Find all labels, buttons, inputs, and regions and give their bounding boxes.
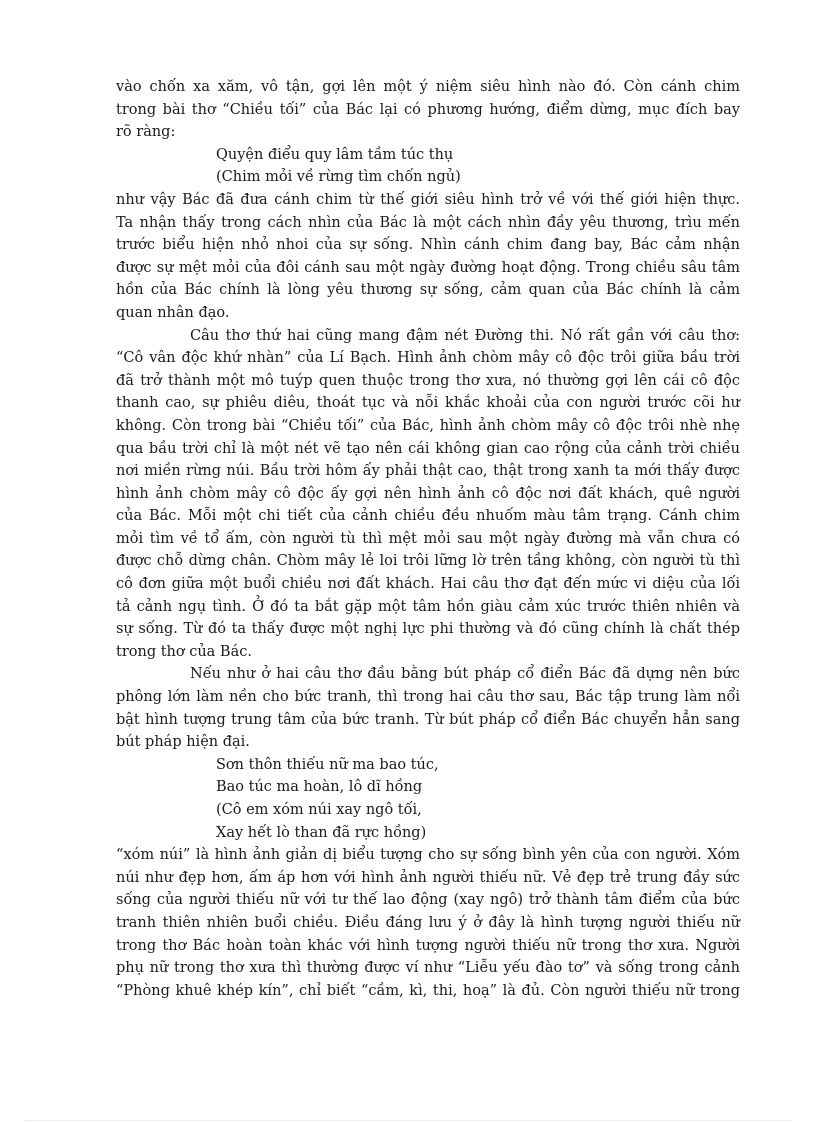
text-line: được chỗ dừng chân. Chòm mây lẻ loi trôi lững lờ trên tầng không, còn người tù thì bbox=[116, 553, 740, 570]
text-line: vào chốn xa xăm, vô tận, gợi lên một ý niệm siêu hình nào đó. Còn cánh chim bbox=[116, 79, 740, 95]
text-line: trong thơ Bác hoàn toàn khác với hình tượng người thiếu nữ trong thơ xưa. Người bbox=[116, 937, 740, 954]
text-line: cô đơn giữa một buổi chiều nơi đất khách. Hai câu thơ đạt đến mức vi diệu của lối bbox=[116, 576, 740, 593]
text-line: nơi miền rừng núi. Bầu trời hôm ấy phải thật cao, thật trong xanh ta mới thấy được bbox=[116, 463, 740, 480]
text-line: sự sống. Từ đó ta thấy được một nghị lực phi thường và đó cũng chính là chất thép bbox=[116, 621, 740, 638]
text-line: hồn của Bác chính là lòng yêu thương sự sống, cảm quan của Bác chính là cảm bbox=[116, 282, 740, 299]
paragraph bbox=[116, 663, 740, 753]
text-line: Nếu như ở hai câu thơ đầu bằng bút pháp cổ điển Bác đã dựng nên bức bbox=[190, 666, 740, 683]
text-line: thanh cao, sự phiêu diêu, thoát tục và nỗi khắc khoải của con người trước cõi hư bbox=[116, 395, 740, 412]
text-line: “xóm núi” là hình ảnh giản dị biểu tượng cho sự sống bình yên của con người. Xóm bbox=[116, 847, 740, 864]
paragraph bbox=[116, 76, 740, 144]
text-line: “Cô vân độc khứ nhàn” của Lí Bạch. Hình ảnh chòm mây cô độc trôi giữa bầu trời bbox=[116, 350, 740, 367]
poem-line: Xay hết lò than đã rực hồng) bbox=[216, 824, 427, 841]
text-line: phông lớn làm nền cho bức tranh, thì trong hai câu thơ sau, Bác tập trung làm nổi bbox=[116, 689, 740, 706]
document-page bbox=[116, 76, 740, 1002]
text-line: bật hình tượng trung tâm của bức tranh. Từ bút pháp cổ điển Bác chuyển hẳn sang bbox=[116, 711, 740, 728]
text-line: mỏi tìm về tổ ấm, còn người tù thì mệt mỏi sau một ngày đường mà vẫn chưa có bbox=[116, 530, 740, 547]
poem-line: (Cô em xóm núi xay ngô tối, bbox=[216, 802, 422, 818]
poem-line: Quyện điểu quy lâm tầm túc thụ bbox=[216, 146, 454, 163]
text-line: trong bài thơ “Chiều tối” của Bác lại có phương hướng, điểm dừng, mục đích bay bbox=[116, 101, 740, 118]
text-line: qua bầu trời chỉ là một nét vẽ tạo nên cái không gian cao rộng của cảnh trời chiều bbox=[116, 440, 740, 457]
text-line: như vậy Bác đã đưa cánh chim từ thế giới siêu hình trở về với thế giới hiện thực. bbox=[116, 191, 740, 208]
poem-stanza bbox=[116, 144, 740, 189]
poem-line: Sơn thôn thiếu nữ ma bao túc, bbox=[216, 756, 439, 773]
text-line: trong thơ của Bác. bbox=[116, 643, 252, 660]
text-line: núi như đẹp hơn, ấm áp hơn với hình ảnh người thiếu nữ. Vẻ đẹp trẻ trung đầy sức bbox=[116, 869, 740, 886]
text-line: Ta nhận thấy trong cách nhìn của Bác là một cách nhìn đầy yêu thương, trìu mến bbox=[116, 214, 740, 231]
poem-stanza bbox=[116, 754, 740, 844]
page-bottom-divider bbox=[24, 1120, 792, 1121]
paragraph bbox=[116, 189, 740, 325]
poem-line: (Chim mỏi về rừng tìm chốn ngủ) bbox=[216, 169, 461, 186]
text-line: “Phòng khuê khép kín”, chỉ biết “cầm, kì, thi, hoạ” là đủ. Còn người thiếu nữ trong bbox=[116, 982, 740, 999]
text-line: Câu thơ thứ hai cũng mang đậm nét Đường thi. Nó rất gần với câu thơ: bbox=[190, 327, 740, 344]
text-line: trước biểu hiện nhỏ nhoi của sự sống. Nhìn cánh chim đang bay, Bác cảm nhận bbox=[116, 237, 740, 254]
text-line: bút pháp hiện đại. bbox=[116, 734, 250, 751]
text-line: quan nhân đạo. bbox=[116, 304, 230, 321]
paragraph bbox=[116, 325, 740, 664]
paragraph bbox=[116, 844, 740, 1002]
text-line: rõ ràng: bbox=[116, 124, 176, 141]
text-line: được sự mệt mỏi của đôi cánh sau một ngày đường hoạt động. Trong chiều sâu tâm bbox=[116, 259, 740, 276]
text-line: sống của người thiếu nữ với tư thế lao động (xay ngô) trở thành tâm điểm của bức bbox=[116, 892, 740, 909]
text-line: đã trở thành một mô tuýp quen thuộc trong thơ xưa, nó thường gợi lên cái cô độc bbox=[116, 372, 740, 389]
text-line: tranh thiên nhiên buổi chiều. Điều đáng lưu ý ở đây là hình tượng người thiếu nữ bbox=[116, 914, 740, 931]
text-line: tả cảnh ngụ tình. Ở đó ta bắt gặp một tâm hồn giàu cảm xúc trước thiên nhiên và bbox=[116, 598, 740, 615]
text-line: của Bác. Mỗi một chi tiết của cảnh chiều đều nhuốm màu tâm trạng. Cánh chim bbox=[116, 508, 740, 525]
text-line: không. Còn trong bài “Chiều tối” của Bác, hình ảnh chòm mây cô độc trôi nhè nhẹ bbox=[116, 417, 740, 434]
poem-line: Bao túc ma hoàn, lô dĩ hồng bbox=[216, 779, 423, 796]
text-line: phụ nữ trong thơ xưa thì thường được ví như “Liễu yếu đào tơ” và sống trong cảnh bbox=[116, 960, 740, 977]
text-line: hình ảnh chòm mây cô độc ấy gợi nên hình ảnh cô độc nơi đất khách, quê người bbox=[116, 485, 740, 502]
